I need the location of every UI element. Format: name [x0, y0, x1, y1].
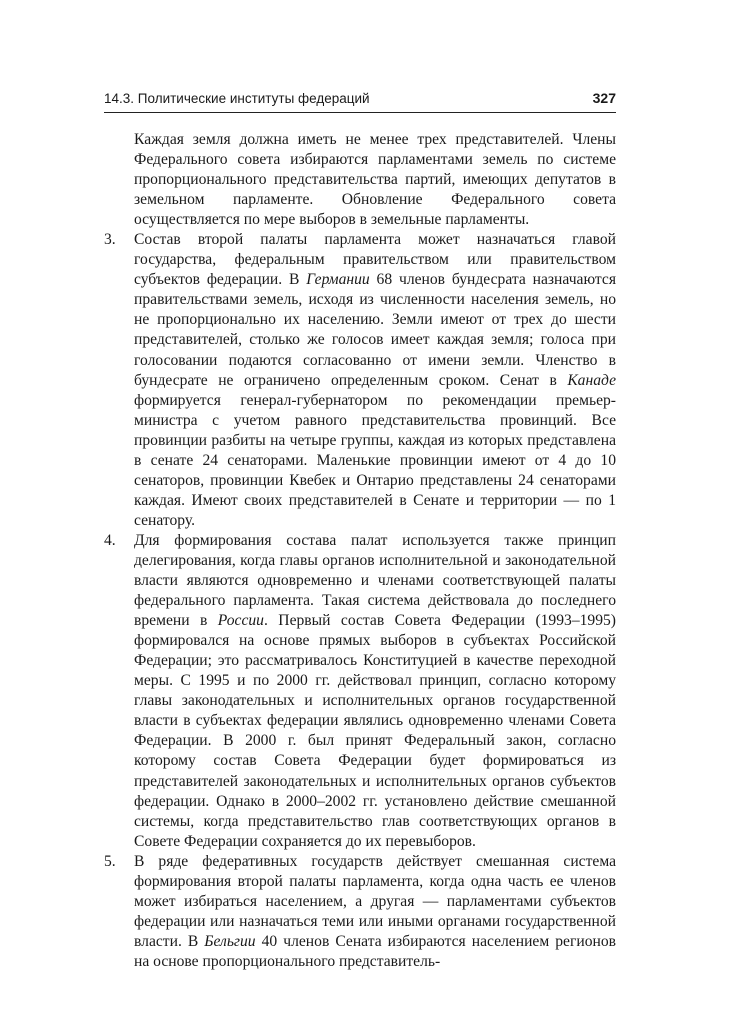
italic-term: Бельгии — [204, 932, 256, 950]
section-title: 14.3. Политические институты федераций — [104, 91, 370, 106]
text-segment: 68 членов бундесрата назначаются правительствами земель, исходя из численности населения земель, но не пропорционально их населению. Земли имеют от трех до шести представителей, столько же голосов имеет каждая земля; голоса при голосовании подаются согласованно от имени земли. Членство в бундесрате не ограничено определенным сроком. Сенат в — [134, 271, 617, 389]
text-segment: Для формирования состава палат используется также принцип делегирования, когда главы органов исполнительной и законодательной власти являются одновременно и членами соответствующей палаты федерального парламента. Такая система действовала до последнего времени в — [134, 531, 616, 630]
list-item — [104, 230, 616, 531]
italic-term: России — [217, 612, 264, 630]
text-segment: В ряде федеративных государств действует смешанная система формирования второй палаты парламента, когда одна часть ее членов может избираться населением, а другая — парламентами субъектов федерации или назначаться теми или иными органами государственной власти. В — [134, 852, 616, 950]
italic-term: Канаде — [567, 371, 616, 389]
list-item-number: 4. — [104, 531, 116, 549]
page-body — [104, 130, 616, 972]
text-segment: формируется генерал-губернатором по рекомендации премьер-министра с учетом равного представительства провинций. Все провинции разбиты на четыре группы, каждая из которых представлена в сенате 24 сенаторами. Маленькие провинции имеют от 4 до 10 сенаторов, провинции Квебек и Онтарио представлены 24 сенаторами каждая. Имеют своих представителей в Сенате и территории — по 1 сенатору. — [134, 391, 616, 529]
italic-term: Германии — [306, 271, 370, 289]
running-header — [104, 88, 616, 113]
text-segment: . Первый состав Совета Федерации (1993–1995) формировался на основе прямых выборов в субъектах Российской Федерации; это рассматривалось Конституцией в качестве переходной меры. С 1995 и по 2000 гг. действовал принцип, согласно которому главы законодательных и исполнительных органов государственной власти в субъектах федерации являлись одновременно членами Совета Федерации. В 2000 г. был принят Федеральный закон, согласно которому состав Совета Федерации будет формироваться из представителей законодательных и исполнительных органов субъектов федерации. Однако в 2000–2002 гг. установлено действие смешанной системы, когда представительство глав соответствующих органов в Совете Федерации сохраняется до их перевыборов. — [134, 612, 616, 850]
list-item-number: 5. — [104, 852, 116, 870]
page-number: 327 — [592, 90, 616, 106]
numbered-list — [104, 230, 616, 972]
list-item-number: 3. — [104, 231, 116, 249]
list-item — [104, 531, 616, 852]
text-segment: 40 членов Сената избираются населением регионов на основе пропорционального представитель- — [134, 932, 616, 970]
list-item — [104, 852, 616, 972]
text-segment: Состав второй палаты парламента может назначаться главой государства, федеральным правительством или правительством субъектов федерации. В — [134, 231, 616, 289]
continued-paragraph: Каждая земля должна иметь не менее трех представителей. Члены Федерального совета избираются парламентами земель по системе пропорционального представительства партий, имеющих депутатов в земельном парламенте. Обновление Федерального совета осуществляется по мере выборов в земельные парламенты. — [134, 131, 616, 229]
